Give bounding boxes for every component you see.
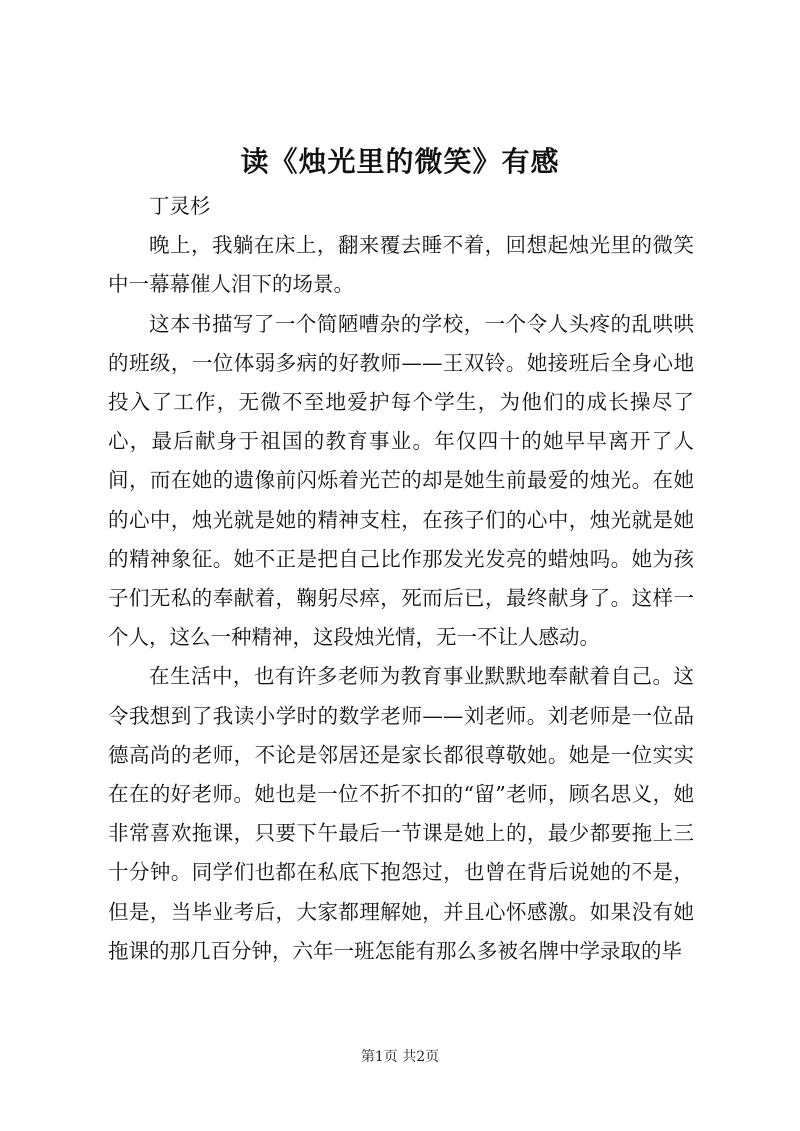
paragraph: 这本书描写了一个简陋嘈杂的学校，一个令人头疼的乱哄哄的班级，一位体弱多病的好教师——王双铃。她接班后全身心地投入了工作，无微不至地爱护每个学生，为他们的成长操尽了心，最后献身于祖国的教育事业。年仅四十的她早早离开了人间，而在她的遗像前闪烁着光芒的却是她生前最爱的烛光。在她的心中，烛光就是她的精神支柱，在孩子们的心中，烛光就是她的精神象征。她不正是把自己比作那发光发亮的蜡烛吗。她为孩子们无私的奉献着，鞠躬尽瘁，死而后已，最终献身了。这样一个人，这么一种精神，这段烛光情，无一不让人感动。 [108,311,694,650]
page-footer [0,1046,800,1066]
document-title: 读《烛光里的微笑》有感 [240,145,560,178]
paragraph: 晚上，我躺在床上，翻来覆去睡不着，回想起烛光里的微笑中一幕幕催人泪下的场景。 [108,233,694,297]
paragraph: 在生活中，也有许多老师为教育事业默默地奉献着自己。这令我想到了我读小学时的数学老师——刘老师。刘老师是一位品德高尚的老师，不论是邻居还是家长都很尊敬她。她是一位实实在在的好老师。她也是一位不折不扣的“留”老师，顾名思义，她非常喜欢拖课，只要下午最后一节课是她上的，最少都要拖上三十分钟。同学们也都在私底下抱怨过，也曾在背后说她的不是，但是，当毕业考后，大家都理解她，并且心怀感激。如果没有她拖课的那几百分钟，六年一班怎能有那么多被名牌中学录取的毕 [108,664,694,963]
document-body [108,187,694,971]
author-line: 丁灵杉 [149,194,211,218]
page-indicator: 第1页 共2页 [360,1049,440,1065]
